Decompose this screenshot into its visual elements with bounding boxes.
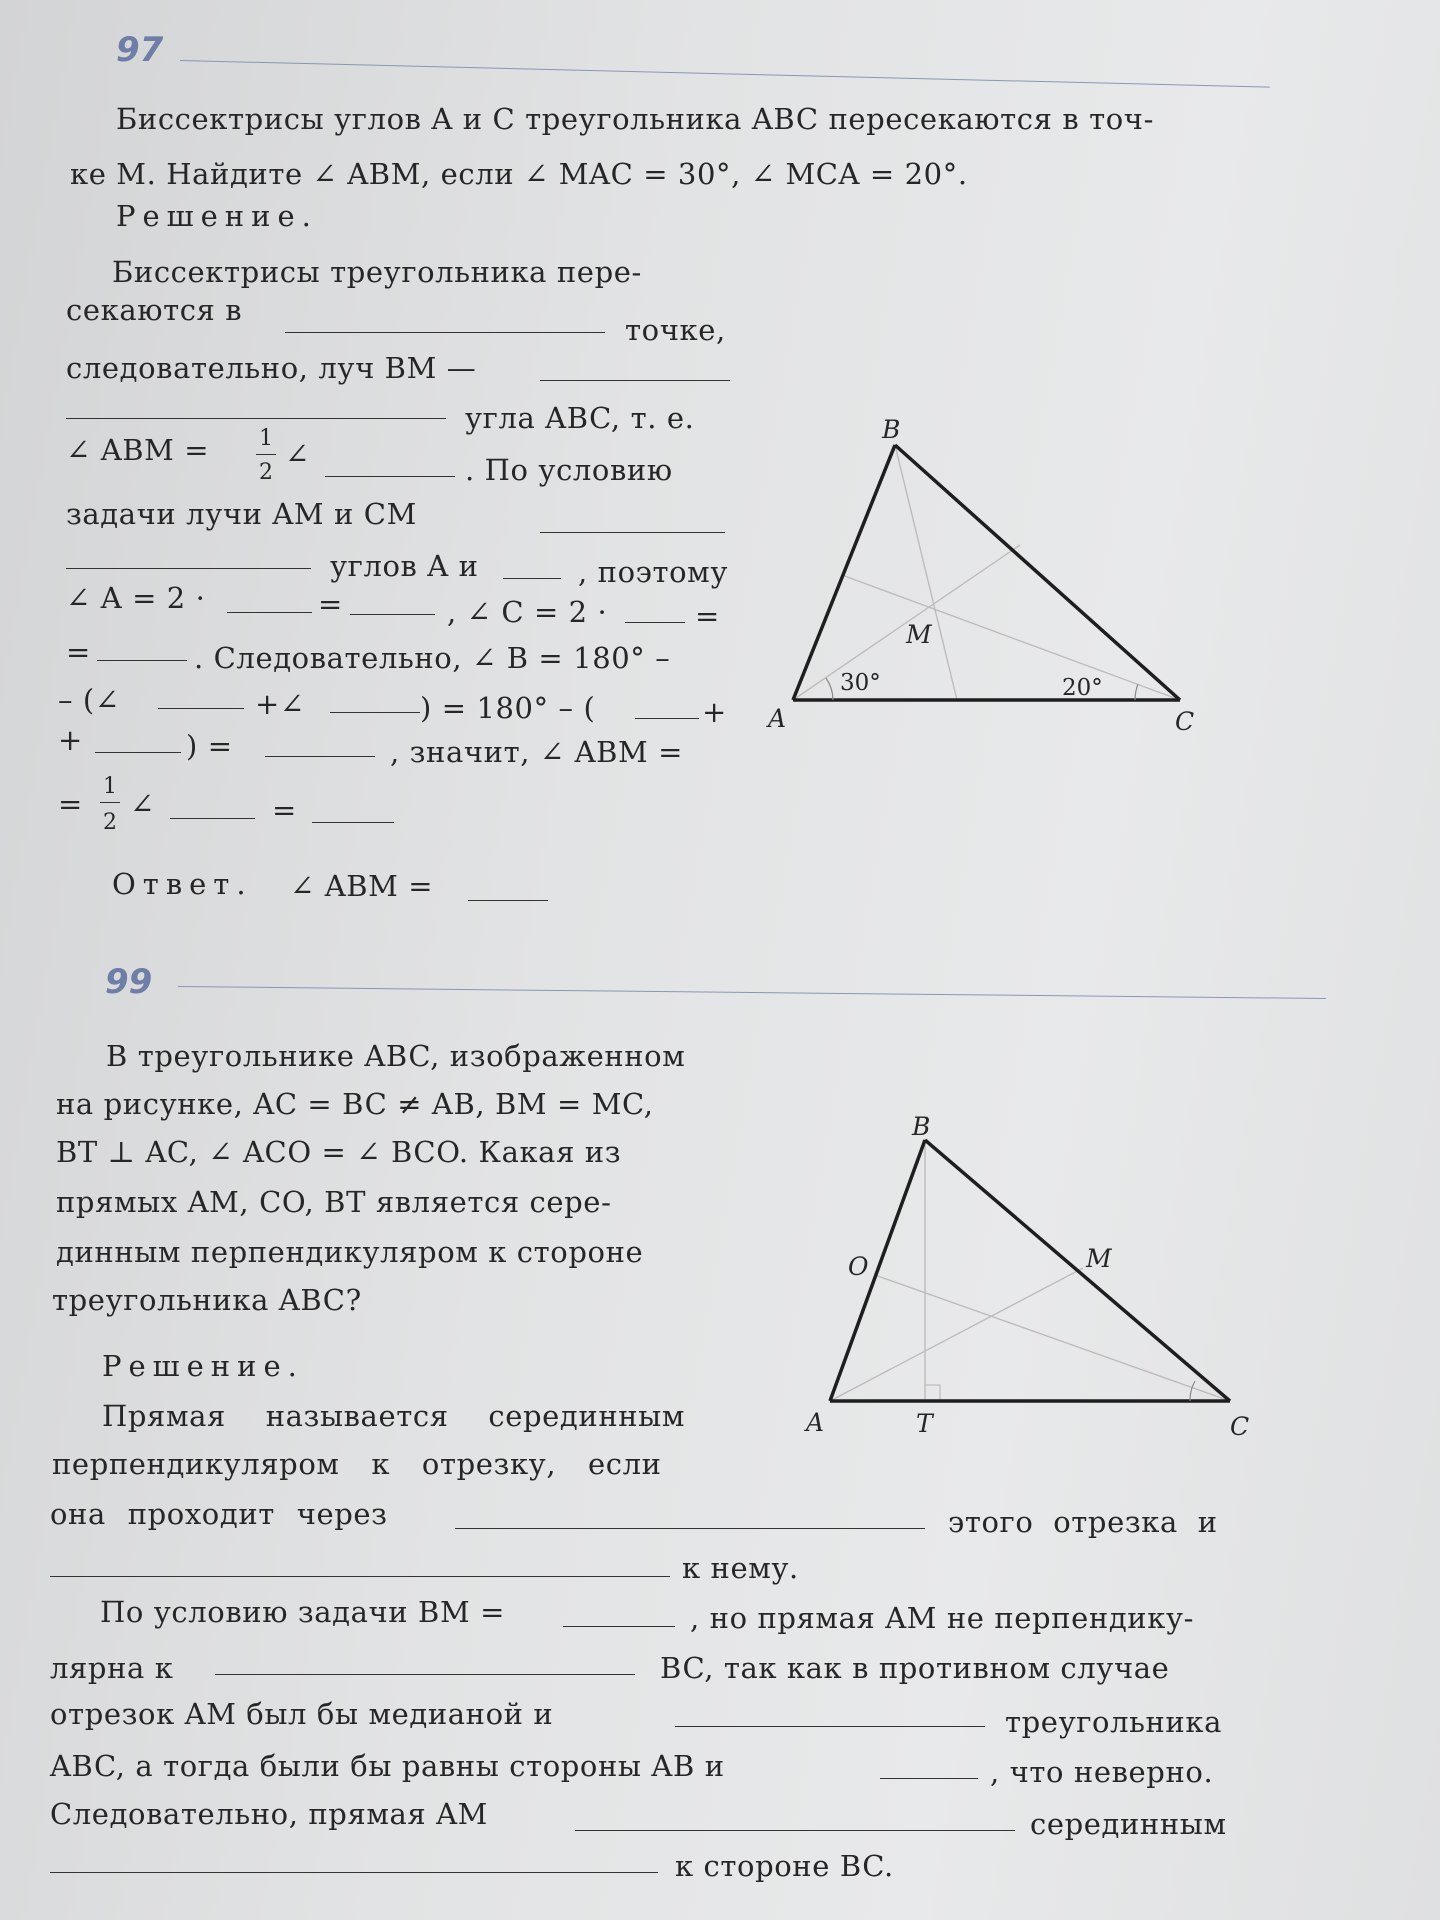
angle-arc-a xyxy=(826,678,833,700)
blank-angle-abc[interactable] xyxy=(325,476,455,477)
p97-line12b: ∠ xyxy=(130,787,155,821)
p99-line3b: этого отрезка и xyxy=(948,1505,1218,1539)
bisector-co xyxy=(875,1275,1230,1401)
triangle-figure-99 xyxy=(790,1105,1270,1445)
p99-statement-line1: В треугольнике ABC, изображенном xyxy=(106,1039,686,1073)
blank-answer[interactable] xyxy=(468,900,548,901)
p99-statement-line5: динным перпендикуляром к стороне xyxy=(56,1235,644,1269)
triangle-figure-97 xyxy=(760,400,1200,740)
blank-ray-bm[interactable] xyxy=(540,380,730,381)
p99-line3a: она проходит через xyxy=(50,1497,388,1531)
p97-line9a: = xyxy=(66,635,91,669)
blank-is-not[interactable] xyxy=(575,1830,1015,1831)
vertex-b-label-99: B xyxy=(912,1112,931,1141)
p97-line11b: ) = xyxy=(186,729,233,763)
p99-statement-line4: прямых AM, CO, BT является сере- xyxy=(56,1185,612,1219)
blank-rays-are-cont[interactable] xyxy=(66,568,311,569)
p99-line5b: , но прямая AM не перпендику- xyxy=(690,1601,1194,1635)
blank-angle-b-value[interactable] xyxy=(265,756,375,757)
p97-line10d: + xyxy=(702,695,727,729)
p99-line6a: лярна к xyxy=(50,1651,174,1685)
p97-line12a: = xyxy=(58,787,83,821)
fraction2-numerator: 1 xyxy=(103,774,117,799)
problem-97-solution-heading: Решение. xyxy=(116,199,318,233)
blank-final-angle[interactable] xyxy=(170,818,255,819)
p97-line9b: . Следовательно, ∠ B = 180° – xyxy=(194,641,671,675)
blank-final-value[interactable] xyxy=(312,822,394,823)
side-ab xyxy=(793,445,895,700)
blank-side-equal[interactable] xyxy=(880,1778,978,1779)
blank-bm-equals[interactable] xyxy=(563,1626,675,1627)
blank-lines-intersect[interactable] xyxy=(285,332,605,333)
problem-99-number: 99 xyxy=(105,962,153,1002)
p99-line1: Прямая называется серединным xyxy=(102,1399,686,1433)
p97-line7a: углов A и xyxy=(330,549,479,583)
p99-line10: к стороне BC. xyxy=(675,1849,894,1883)
problem-97-number: 97 xyxy=(116,30,164,70)
problem-97-statement-line2: ке M. Найдите ∠ ABM, если ∠ MAC = 30°, ∠ MCA = 20°. xyxy=(70,157,968,191)
problem-97-rule xyxy=(180,60,1270,88)
bisector-cm xyxy=(842,575,1180,700)
vertex-b-label: B xyxy=(882,415,901,444)
point-m-label: M xyxy=(906,620,932,649)
p97-line8a: ∠ A = 2 · xyxy=(66,581,206,615)
blank-angle-a-value[interactable] xyxy=(350,614,435,615)
p97-line5b: ∠ xyxy=(285,437,310,471)
blank-passes-through[interactable] xyxy=(455,1528,925,1529)
vertex-a-label-99: A xyxy=(806,1408,825,1437)
p97-line11c: , значит, ∠ ABM = xyxy=(390,735,684,769)
blank-sum-angle1[interactable] xyxy=(158,708,244,709)
p99-line8a: ABC, а тогда были бы равны стороны AB и xyxy=(50,1749,725,1783)
p97-line1: Биссектрисы треугольника пере- xyxy=(112,255,642,289)
blank-angle-c-half[interactable] xyxy=(625,622,685,623)
right-angle-mark-t xyxy=(925,1385,940,1401)
p97-line4: угла ABC, т. е. xyxy=(465,401,695,435)
vertex-c-label-99: C xyxy=(1230,1412,1250,1441)
point-m-label-99: M xyxy=(1086,1244,1112,1273)
blank-angle-a-half[interactable] xyxy=(227,612,312,613)
p99-line8b: , что неверно. xyxy=(990,1755,1214,1789)
p97-answer-label: Ответ. xyxy=(112,867,253,901)
point-o-label: O xyxy=(848,1252,869,1281)
side-bc xyxy=(895,445,1180,700)
angle-c-value: 20° xyxy=(1062,675,1103,701)
blank-median-and[interactable] xyxy=(675,1726,985,1727)
p99-line9a: Следовательно, прямая AM xyxy=(50,1797,488,1831)
p99-solution-heading: Решение. xyxy=(102,1349,304,1383)
side-ab-99 xyxy=(830,1140,925,1401)
angle-arc-c xyxy=(1135,684,1138,700)
fraction2-denominator: 2 xyxy=(103,810,117,835)
p99-line7a: отрезок AM был бы медианой и xyxy=(50,1697,554,1731)
p97-line10b: +∠ xyxy=(255,687,305,721)
p99-line6b: BC, так как в противном случае xyxy=(660,1651,1170,1685)
blank-angle-c-name[interactable] xyxy=(503,578,561,579)
vertex-a-label: A xyxy=(768,704,787,733)
p97-line11a: + xyxy=(58,723,83,757)
p97-line10c: ) = 180° – ( xyxy=(420,691,596,725)
fraction-denominator: 2 xyxy=(259,460,273,485)
p99-line2: перпендикуляром к отрезку, если xyxy=(52,1447,662,1481)
p99-statement-line2: на рисунке, AC = BC ≠ AB, BM = MC, xyxy=(56,1087,654,1121)
problem-99-rule xyxy=(178,986,1326,999)
blank-sum-value1[interactable] xyxy=(635,718,699,719)
vertex-c-label: C xyxy=(1175,707,1195,736)
p97-line5c: . По условию xyxy=(465,453,673,487)
fraction2-bar xyxy=(100,802,120,803)
p97-line12c: = xyxy=(272,793,297,827)
p97-line2a: секаются в xyxy=(66,293,243,327)
p99-line9b: серединным xyxy=(1030,1807,1227,1841)
p97-line3: следовательно, луч BM — xyxy=(66,351,477,385)
p97-line6: задачи лучи AM и CM xyxy=(66,497,417,531)
p97-line8b: = xyxy=(318,587,343,621)
problem-97-statement-line1: Биссектрисы углов A и C треугольника ABC пересекаются в точ- xyxy=(116,102,1154,136)
p97-line10a: – (∠ xyxy=(58,683,120,717)
bisector-bm xyxy=(895,445,957,700)
p97-line2b: точке, xyxy=(625,313,726,347)
p99-statement-line6: треугольника ABC? xyxy=(52,1283,362,1317)
p97-line8d: = xyxy=(695,599,720,633)
fraction-bar xyxy=(256,454,276,455)
angle-a-value: 30° xyxy=(840,670,881,696)
blank-rays-are[interactable] xyxy=(540,532,725,533)
p99-statement-line3: BT ⊥ AC, ∠ ACO = ∠ BCO. Какая из xyxy=(56,1135,622,1169)
point-t-label: T xyxy=(916,1409,933,1438)
p97-line5a: ∠ ABM = xyxy=(66,433,210,467)
p99-line7b: треугольника xyxy=(1005,1705,1222,1739)
median-am xyxy=(830,1268,1083,1401)
blank-angle-c-value[interactable] xyxy=(97,660,187,661)
blank-sum-value2[interactable] xyxy=(95,752,181,753)
p97-line7b: , поэтому xyxy=(578,555,728,589)
p97-line8c: , ∠ C = 2 · xyxy=(447,595,608,629)
blank-ray-bm-cont[interactable] xyxy=(66,418,446,419)
blank-perpendicular[interactable] xyxy=(50,1576,670,1577)
p99-line4: к нему. xyxy=(682,1551,799,1585)
blank-perpendicular-to[interactable] xyxy=(215,1674,635,1675)
blank-perpendicular-final[interactable] xyxy=(50,1872,658,1873)
angle-arc-c-99 xyxy=(1190,1381,1195,1401)
blank-sum-angle2[interactable] xyxy=(330,712,420,713)
p99-line5a: По условию задачи BM = xyxy=(100,1595,505,1629)
fraction-numerator: 1 xyxy=(259,426,273,451)
side-bc-99 xyxy=(925,1140,1230,1401)
p97-answer-expr: ∠ ABM = xyxy=(290,869,434,903)
